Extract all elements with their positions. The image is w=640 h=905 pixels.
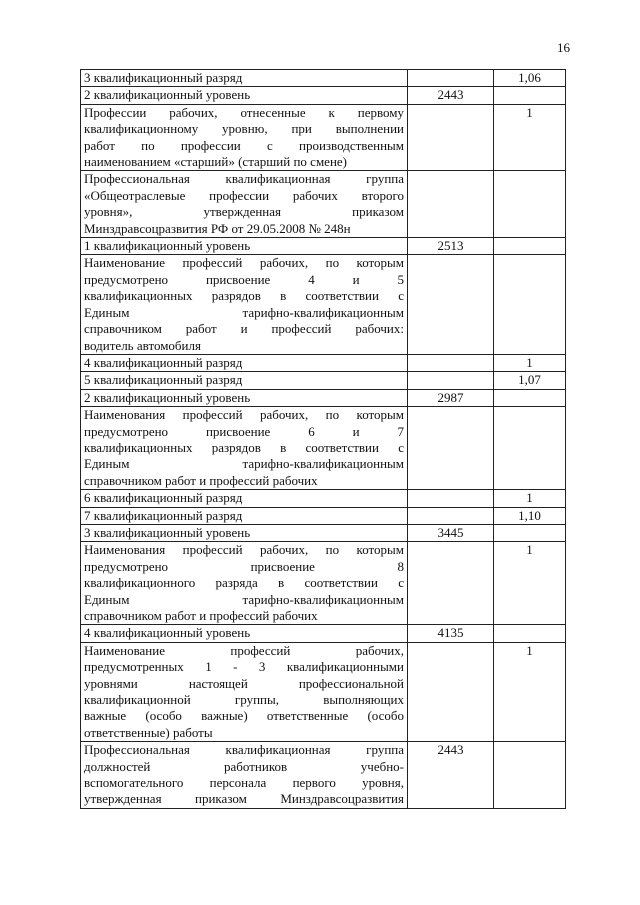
coefficient-cell — [494, 524, 566, 541]
table-row — [81, 171, 566, 238]
position-text-line: квалификационного разряда в соответствии с — [84, 575, 404, 591]
page-number: 16 — [557, 40, 570, 55]
coefficient-cell — [494, 87, 566, 104]
position-text-line: 6 квалификационный разряд — [84, 490, 243, 506]
position-text-line: уровня», утвержденная приказом — [84, 204, 404, 220]
position-text-line: Наименования профессий рабочих, по которым — [84, 542, 404, 558]
position-cell — [81, 389, 408, 406]
position-text-line: справочником работ и профессий рабочих: — [84, 321, 404, 337]
salary-cell — [408, 507, 494, 524]
table-row — [81, 238, 566, 255]
position-cell — [81, 742, 408, 809]
position-text-line: утвержденная приказом Минздравсоцразвития — [84, 791, 404, 807]
position-text-line: квалификационных разрядов в соответствии с — [84, 439, 404, 455]
position-text-line: наименованием «старший» (старший по смене) — [84, 154, 348, 170]
position-text-line: Наименование профессий рабочих, по которым — [84, 255, 404, 271]
table-row — [81, 507, 566, 524]
position-text-line: Наименование профессий рабочих, — [84, 642, 404, 658]
position-text-line: Профессиональная квалификационная группа — [84, 171, 404, 187]
salary-cell: 4135 — [408, 625, 494, 642]
position-text-line: должностей работников учебно- — [84, 758, 404, 774]
coefficient-cell: 1 — [494, 542, 566, 625]
table-row — [81, 255, 566, 354]
coefficient-cell: 1,10 — [494, 507, 566, 524]
position-text-line: 7 квалификационный разряд — [84, 507, 243, 523]
position-cell — [81, 490, 408, 507]
salary-cell — [408, 354, 494, 371]
position-text-line: квалификационной группы, выполняющих — [84, 692, 404, 708]
salary-cell — [408, 171, 494, 238]
table-body — [81, 70, 566, 809]
table-row — [81, 542, 566, 625]
position-text-line: справочником работ и профессий рабочих — [84, 472, 318, 488]
coefficient-cell — [494, 171, 566, 238]
position-text-line: справочником работ и профессий рабочих — [84, 608, 318, 623]
position-cell — [81, 407, 408, 490]
position-text-line: работ по профессии с производственным — [84, 137, 404, 153]
table-row — [81, 372, 566, 389]
coefficient-cell — [494, 389, 566, 406]
coefficient-cell — [494, 407, 566, 490]
salary-cell — [408, 372, 494, 389]
position-text-line: 4 квалификационный разряд — [84, 354, 243, 370]
salary-cell: 2443 — [408, 87, 494, 104]
position-text-line: предусмотрено присвоение 8 — [84, 558, 404, 574]
table-row — [81, 642, 566, 741]
position-cell — [81, 507, 408, 524]
position-text-line: Наименования профессий рабочих, по которым — [84, 407, 404, 423]
salary-cell — [408, 255, 494, 354]
coefficient-cell: 1 — [494, 104, 566, 171]
position-cell — [81, 70, 408, 87]
position-text-line: предусмотрено присвоение 6 и 7 — [84, 423, 404, 439]
position-cell — [81, 87, 408, 104]
position-cell — [81, 354, 408, 371]
position-cell — [81, 238, 408, 255]
position-text-line: Единым тарифно-квалификационным — [84, 304, 404, 320]
qualification-table — [80, 69, 566, 809]
position-text-line: 3 квалификационный уровень — [84, 524, 251, 540]
position-text-line: ответственные) работы — [84, 724, 213, 740]
table-row — [81, 104, 566, 171]
coefficient-cell: 1 — [494, 490, 566, 507]
salary-cell — [408, 490, 494, 507]
position-text-line: Профессиональная квалификационная группа — [84, 742, 404, 758]
salary-cell: 3445 — [408, 524, 494, 541]
position-text-line: 2 квалификационный уровень — [84, 389, 251, 405]
position-text-line: 1 квалификационный уровень — [84, 238, 251, 254]
position-text-line: квалификационных разрядов в соответствии с — [84, 288, 404, 304]
position-cell — [81, 642, 408, 741]
coefficient-cell — [494, 238, 566, 255]
table-row — [81, 87, 566, 104]
table-row — [81, 407, 566, 490]
coefficient-cell — [494, 625, 566, 642]
position-text-line: важные (особо важные) ответственные (особо — [84, 708, 404, 724]
position-cell — [81, 171, 408, 238]
position-text-line: водитель автомобиля — [84, 337, 201, 353]
position-text-line: Минздравсоцразвития РФ от 29.05.2008 № 248н — [84, 220, 351, 236]
table-row — [81, 524, 566, 541]
position-cell — [81, 625, 408, 642]
salary-cell: 2513 — [408, 238, 494, 255]
position-text-line: квалификационному уровню, при выполнении — [84, 121, 404, 137]
position-text-line: 5 квалификационный разряд — [84, 372, 243, 388]
table-row — [81, 354, 566, 371]
position-cell — [81, 104, 408, 171]
position-cell — [81, 372, 408, 389]
salary-cell: 2987 — [408, 389, 494, 406]
table-row — [81, 625, 566, 642]
salary-cell — [408, 104, 494, 171]
table-row — [81, 490, 566, 507]
position-text-line: 4 квалификационный уровень — [84, 625, 251, 641]
table-row — [81, 389, 566, 406]
position-cell — [81, 524, 408, 541]
coefficient-cell: 1 — [494, 642, 566, 741]
position-cell — [81, 255, 408, 354]
salary-cell — [408, 70, 494, 87]
coefficient-cell: 1 — [494, 354, 566, 371]
salary-cell — [408, 407, 494, 490]
position-text-line: Единым тарифно-квалификационным — [84, 591, 404, 607]
position-text-line: Профессии рабочих, отнесенные к первому — [84, 104, 404, 120]
coefficient-cell: 1,07 — [494, 372, 566, 389]
position-text-line: предусмотренных 1 - 3 квалификационными — [84, 659, 404, 675]
position-text-line: вспомогательного персонала первого уровня, — [84, 775, 404, 791]
coefficient-cell — [494, 742, 566, 809]
coefficient-cell — [494, 255, 566, 354]
salary-cell: 2443 — [408, 742, 494, 809]
position-text-line: предусмотрено присвоение 4 и 5 — [84, 271, 404, 287]
position-text-line: «Общеотраслевые профессии рабочих второго — [84, 187, 404, 203]
position-text-line: уровнями настоящей профессиональной — [84, 675, 404, 691]
coefficient-cell: 1,06 — [494, 70, 566, 87]
position-cell — [81, 542, 408, 625]
position-text-line: Единым тарифно-квалификационным — [84, 456, 404, 472]
table-row — [81, 70, 566, 87]
salary-cell — [408, 642, 494, 741]
position-text-line: 3 квалификационный разряд — [84, 70, 243, 85]
table-row — [81, 742, 566, 809]
salary-cell — [408, 542, 494, 625]
position-text-line: 2 квалификационный уровень — [84, 87, 251, 103]
